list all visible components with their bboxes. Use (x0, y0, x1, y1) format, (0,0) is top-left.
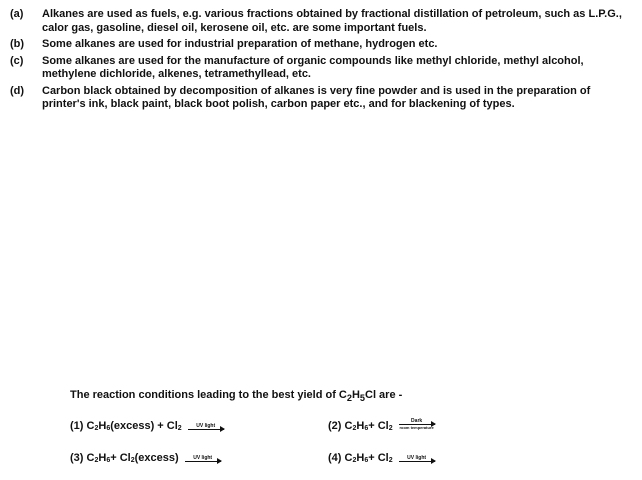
option-2[interactable]: (2) C $_2$ H 6 + Cl $_2$ Dark room temperature (328, 418, 434, 433)
list-item (10, 8, 635, 35)
question-block (70, 389, 570, 480)
reagents-text: + Cl (368, 420, 389, 433)
c-subscript: 2 (94, 457, 99, 465)
option-number: (2) (328, 420, 342, 433)
list-item (10, 85, 635, 112)
item-text: Carbon black obtained by decomposition of alkanes is very fine powder and is used in the preparation of printer's ink, black paint, black boot polish, carbon paper etc., and for blackening of types. (42, 84, 591, 110)
option-3[interactable]: (3) C $_2$ H 6 + Cl $_2$ (excess) UV light (70, 452, 221, 464)
stem-sub: 5 (359, 393, 365, 404)
reagents-text: + Cl (110, 452, 131, 465)
option-4[interactable]: (4) C $_2$ H 6 + Cl $_2$ UV light (328, 452, 435, 464)
stem-suffix: Cl are - (365, 389, 403, 401)
reaction-arrow-icon (188, 423, 224, 430)
arrow-condition-below: room temperature (399, 425, 434, 431)
cl-subscript: 2 (130, 457, 135, 465)
h-subscript: 6 (106, 457, 111, 465)
reagents-tail: (excess) (134, 452, 179, 465)
alkane-uses-list (10, 8, 635, 115)
reaction-arrow-icon (185, 455, 221, 462)
option-number: (3) (70, 452, 84, 465)
reagents-text: + Cl (368, 452, 389, 465)
item-label: (b) (10, 38, 25, 50)
option-number: (4) (328, 452, 342, 465)
arrow-condition: UV light (193, 455, 213, 462)
item-text: Alkanes are used as fuels, e.g. various fractions obtained by fractional distillation of petroleum, such as L.P.G., calor gas, gasoline, diesel oil, kerosene oil, etc. are some important fuels. (42, 8, 622, 34)
item-label: (c) (10, 54, 24, 67)
cl-subscript: 2 (388, 425, 393, 433)
list-item (10, 38, 635, 52)
question-stem (70, 389, 570, 403)
h-subscript: 6 (106, 425, 111, 433)
stem-sub: 2 (346, 393, 352, 404)
list-item (10, 55, 635, 82)
arrow-condition: UV light (407, 455, 427, 462)
reaction-arrow-icon (399, 418, 435, 430)
h-subscript: 6 (364, 425, 369, 433)
arrow-condition: UV light (196, 423, 216, 430)
option-number: (1) (70, 420, 84, 433)
c-subscript: 2 (352, 457, 357, 465)
arrow-condition: Dark (411, 418, 423, 425)
c-subscript: 2 (94, 425, 99, 433)
item-text: Some alkanes are used for the manufacture of organic compounds like methyl chloride, methyl alcohol, methylene dichloride, alkenes, tetramethyllead, etc. (42, 54, 584, 80)
stem-prefix: The reaction conditions leading to the best yield of C (70, 389, 347, 401)
h-subscript: 6 (364, 457, 369, 465)
option-1[interactable]: (1) C $_2$ H 6 (excess) + Cl $_2$ UV light (70, 420, 224, 432)
cl-subscript: 2 (388, 457, 393, 465)
item-text: Some alkanes are used for industrial preparation of methane, hydrogen etc. (42, 38, 438, 50)
c-subscript: 2 (352, 425, 357, 433)
stem-mid: H (351, 389, 360, 401)
item-label: (a) (10, 8, 24, 20)
cl-subscript: 2 (177, 425, 182, 433)
item-label: (d) (10, 84, 25, 97)
reagents-text: (excess) + Cl (110, 420, 178, 433)
reaction-arrow-icon (399, 455, 435, 462)
options-grid (70, 420, 570, 480)
